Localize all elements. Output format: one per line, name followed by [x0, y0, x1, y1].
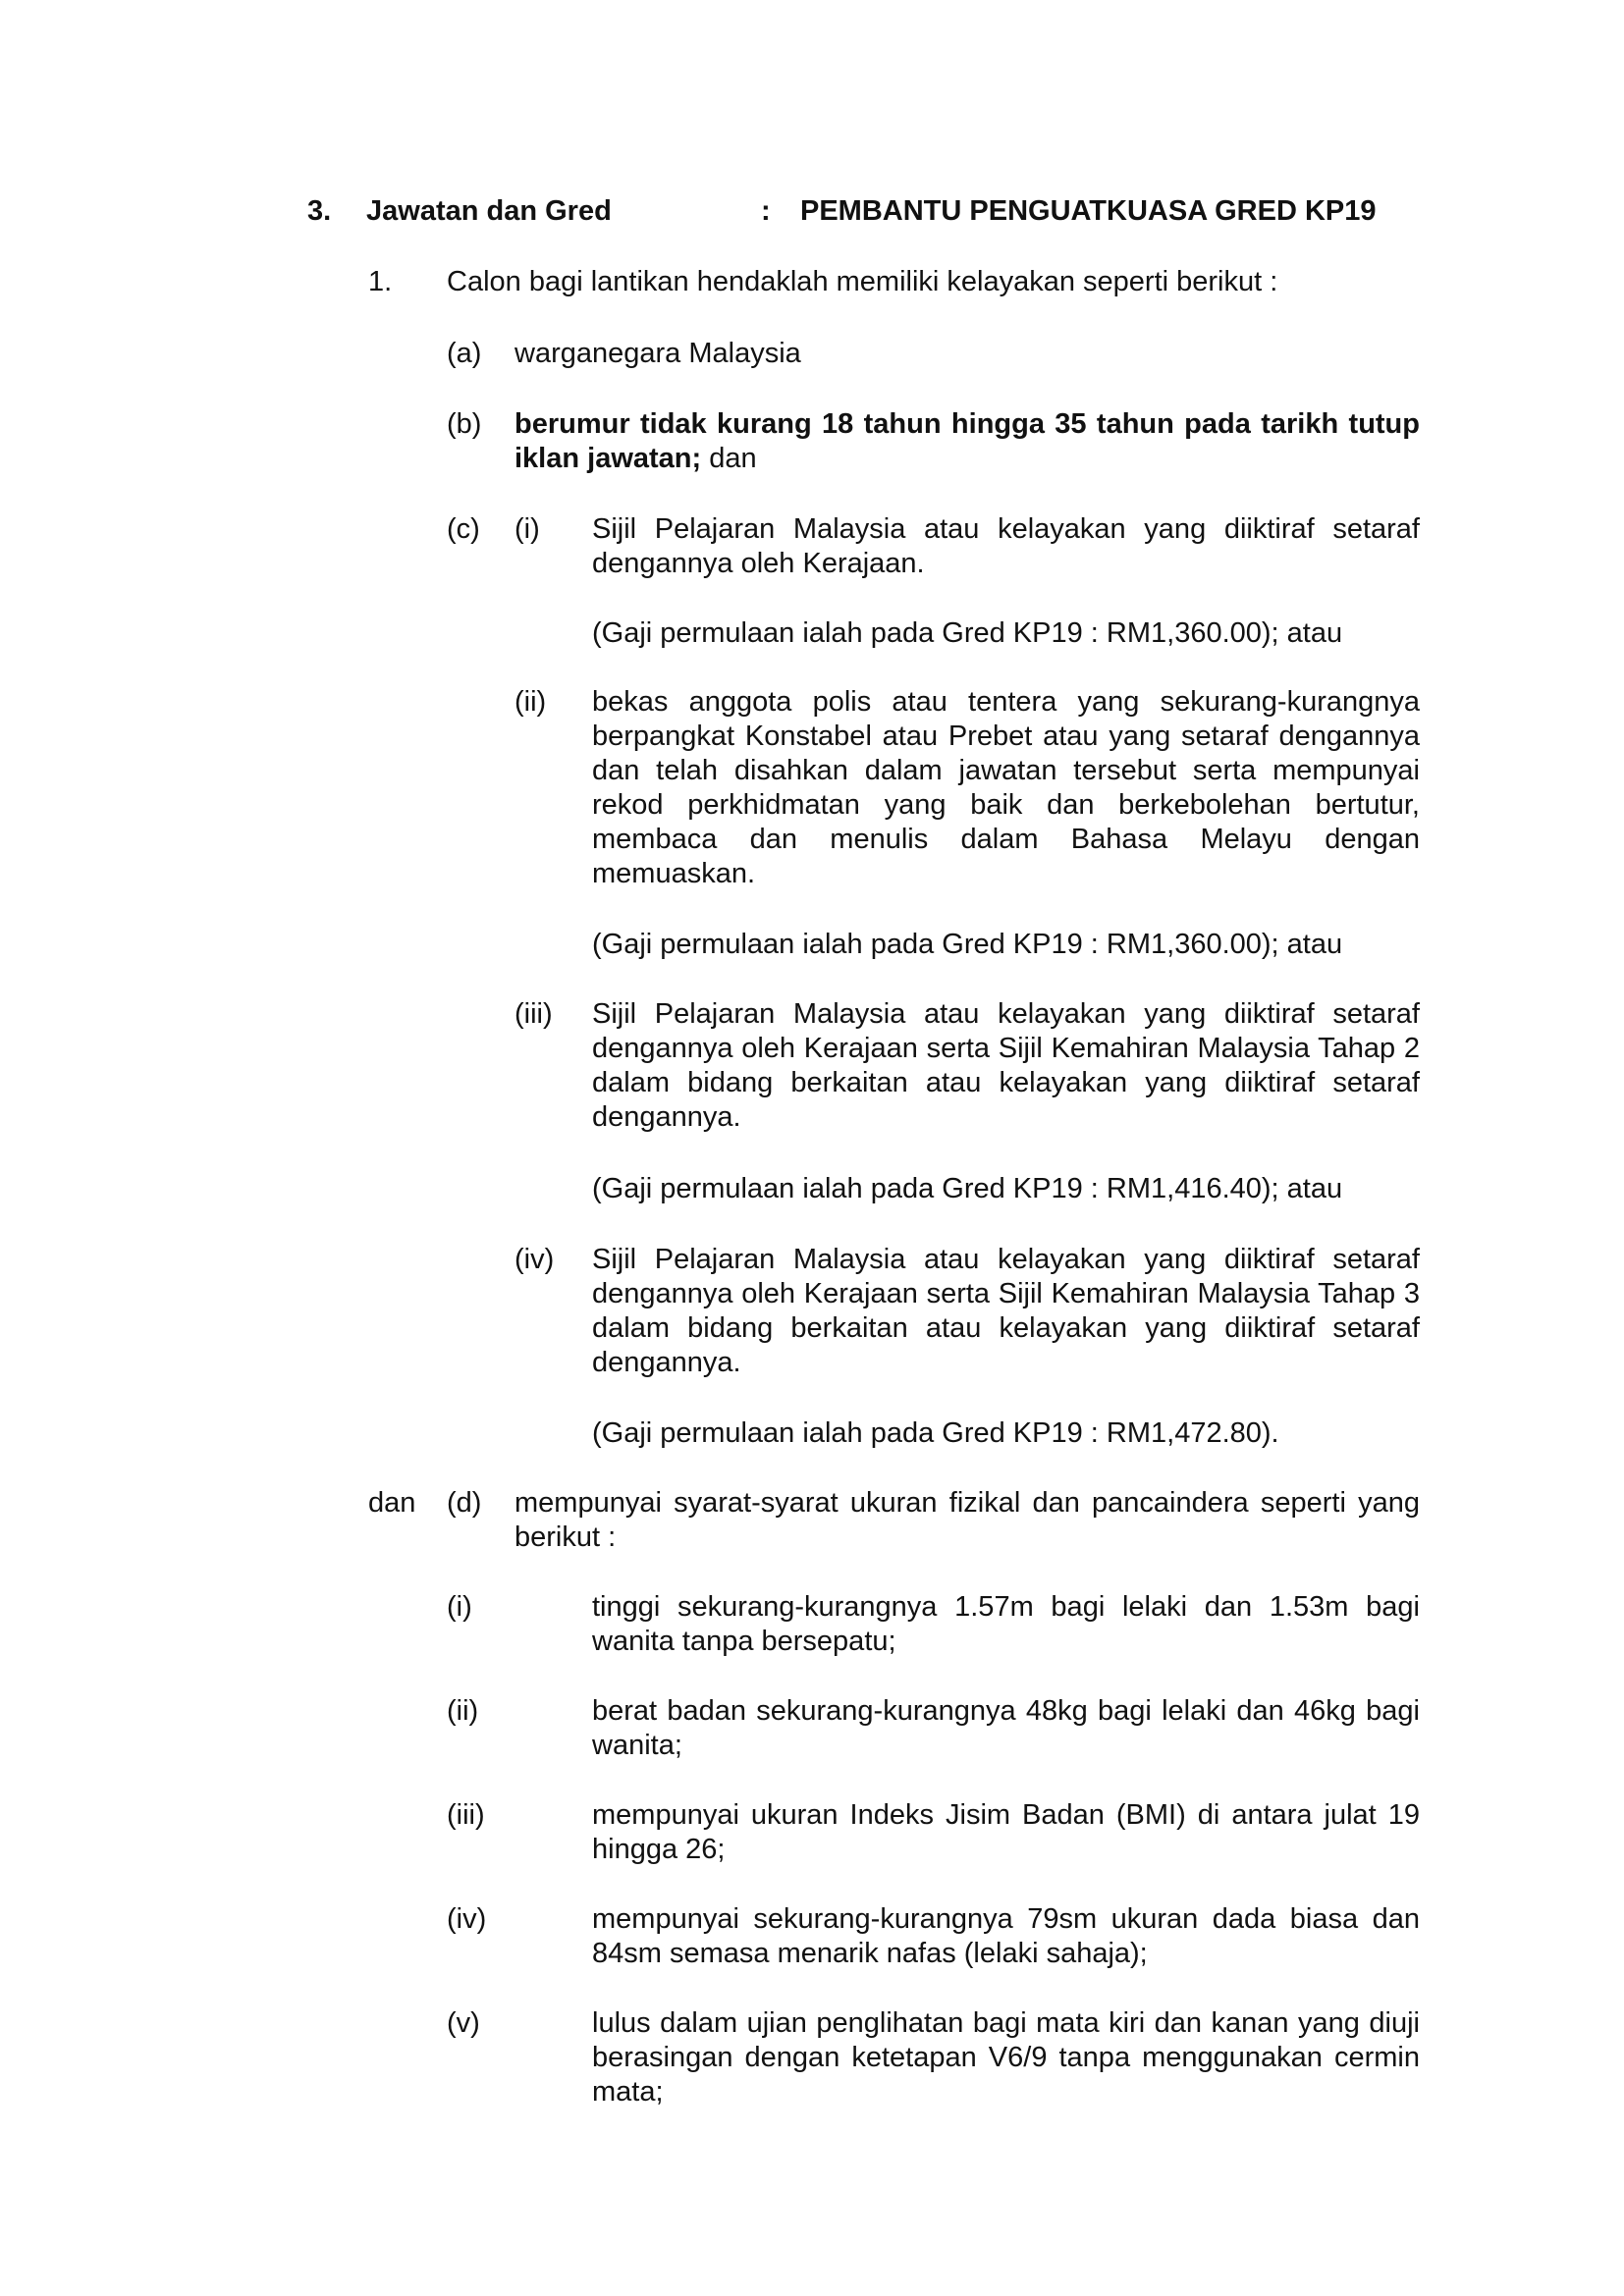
item-c-sub-marker: (i) [514, 513, 540, 545]
item-d-sub-marker: (iv) [447, 1903, 487, 1935]
item-d-prefix: dan [368, 1487, 416, 1519]
item-d-sub-text: berat badan sekurang-kurangnya 48kg bagi lelaki dan 46kg bagi wanita; [592, 1695, 1420, 1761]
item-b-marker: (b) [447, 408, 482, 440]
item-d-sub-marker: (ii) [447, 1695, 479, 1727]
item-a-text: warganegara Malaysia [514, 338, 801, 369]
item-c-sub-marker: (ii) [514, 686, 547, 718]
position-title: PEMBANTU PENGUATKUASA GRED KP19 [800, 195, 1377, 227]
paragraph-number: 1. [368, 266, 393, 297]
item-b-bold-text: berumur tidak kurang 18 tahun hingga 35 tahun pada tarikh tutup iklan jawatan; [514, 408, 1420, 474]
item-c-sub-text: Sijil Pelajaran Malaysia atau kelayakan yang diiktiraf setaraf dengannya oleh Kerajaan serta Sijil Kemahiran Malaysia Tahap 3 dalam bidang berkaitan atau kelayakan yang diiktiraf setaraf dengannya. [592, 1244, 1420, 1378]
item-c-sub-text: Sijil Pelajaran Malaysia atau kelayakan yang diiktiraf setaraf dengannya oleh Kerajaan serta Sijil Kemahiran Malaysia Tahap 2 dalam bidang berkaitan atau kelayakan yang diiktiraf setaraf dengannya. [592, 998, 1420, 1133]
item-c-sub-marker: (iv) [514, 1244, 555, 1275]
item-d-sub-text: mempunyai ukuran Indeks Jisim Badan (BMI) di antara julat 19 hingga 26; [592, 1799, 1420, 1865]
section-number: 3. [307, 195, 332, 227]
item-c-sub-text: bekas anggota polis atau tentera yang sekurang-kurangnya berpangkat Konstabel atau Prebet atau yang setaraf dengannya dan telah disahkan dalam jawatan tersebut serta mempunyai rekod perkhidmatan yang baik dan berkebolehan bertutur, membaca dan menulis dalam Bahasa Melayu dengan memuaskan. [592, 686, 1420, 889]
item-c-sub-text: Sijil Pelajaran Malaysia atau kelayakan yang diiktiraf setaraf dengannya oleh Kerajaan. [592, 513, 1420, 579]
intro-text: Calon bagi lantikan hendaklah memiliki kelayakan seperti berikut : [447, 266, 1278, 297]
item-d-sub-text: lulus dalam ujian penglihatan bagi mata kiri dan kanan yang diuji berasingan dengan ketetapan V6/9 tanpa menggunakan cermin mata; [592, 2007, 1420, 2108]
item-d-sub-text: mempunyai sekurang-kurangnya 79sm ukuran dada biasa dan 84sm semasa menarik nafas (lelaki sahaja); [592, 1903, 1420, 1969]
item-d-marker: (d) [447, 1487, 482, 1519]
item-d-sub-marker: (iii) [447, 1799, 485, 1831]
item-c-marker: (c) [447, 513, 480, 545]
item-d-text: mempunyai syarat-syarat ukuran fizikal dan pancaindera seperti yang berikut : [514, 1487, 1420, 1553]
item-d-sub-text: tinggi sekurang-kurangnya 1.57m bagi lelaki dan 1.53m bagi wanita tanpa bersepatu; [592, 1591, 1420, 1657]
section-colon: : [761, 195, 771, 227]
item-c-sub-marker: (iii) [514, 998, 553, 1030]
item-c-sub-salary: (Gaji permulaan ialah pada Gred KP19 : RM1,416.40); atau [592, 1173, 1343, 1204]
item-b-tail-text: dan [701, 443, 757, 474]
item-c-sub-salary: (Gaji permulaan ialah pada Gred KP19 : RM1,472.80). [592, 1417, 1279, 1449]
item-d-sub-marker: (v) [447, 2007, 480, 2039]
item-b-text [514, 407, 1420, 476]
item-d-sub-marker: (i) [447, 1591, 472, 1623]
item-c-sub-salary: (Gaji permulaan ialah pada Gred KP19 : RM1,360.00); atau [592, 929, 1343, 960]
section-label: Jawatan dan Gred [366, 195, 612, 227]
item-a-marker: (a) [447, 338, 482, 369]
item-c-sub-salary: (Gaji permulaan ialah pada Gred KP19 : RM1,360.00); atau [592, 617, 1343, 649]
